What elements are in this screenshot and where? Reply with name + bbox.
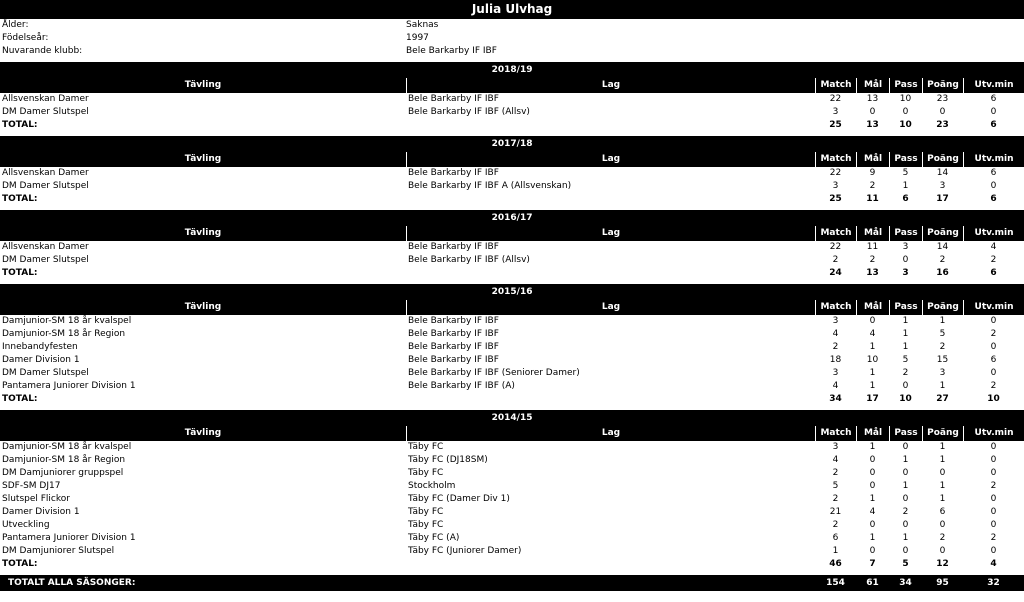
col-match: Match <box>815 300 856 315</box>
total-goals: 17 <box>866 394 879 404</box>
cell-assists: 0 <box>902 442 909 452</box>
cell-pim: 2 <box>990 255 997 265</box>
cell-assists: 1 <box>902 329 909 339</box>
cell-assists: 1 <box>902 481 909 491</box>
cell-assists: 1 <box>902 342 909 352</box>
cell-match: 3 <box>832 316 839 326</box>
col-points: Poäng <box>922 78 963 93</box>
col-assists: Pass <box>889 78 922 93</box>
season-title: 2014/15 <box>0 410 1024 426</box>
col-points: Poäng <box>922 300 963 315</box>
cell-match: 4 <box>832 381 839 391</box>
cell-goals: 2 <box>869 255 876 265</box>
stat-row <box>0 441 1024 454</box>
cell-competition: Damjunior-SM 18 år kvalspel <box>2 316 132 326</box>
cell-team: Stockholm <box>408 481 456 491</box>
cell-assists: 2 <box>902 507 909 517</box>
col-competition: Tävling <box>0 78 406 93</box>
col-goals: Mål <box>856 226 889 241</box>
column-header-row <box>0 300 1024 315</box>
cell-assists: 0 <box>902 546 909 556</box>
total-label: TOTAL: <box>2 394 38 404</box>
season-header <box>0 136 1024 152</box>
cell-goals: 0 <box>869 481 876 491</box>
cell-pim: 0 <box>990 455 997 465</box>
cell-goals: 1 <box>869 442 876 452</box>
total-assists: 3 <box>902 268 909 278</box>
cell-goals: 1 <box>869 342 876 352</box>
cell-competition: DM Damer Slutspel <box>2 255 89 265</box>
cell-pim: 0 <box>990 442 997 452</box>
stat-row <box>0 328 1024 341</box>
total-goals: 11 <box>866 194 879 204</box>
player-name: Julia Ulvhag <box>0 0 1024 19</box>
cell-assists: 0 <box>902 107 909 117</box>
info-value: Bele Barkarby IF IBF <box>406 46 497 56</box>
season-total-row <box>0 267 1024 280</box>
cell-points: 23 <box>936 94 949 104</box>
cell-assists: 0 <box>902 255 909 265</box>
stat-row <box>0 354 1024 367</box>
cell-competition: Damjunior-SM 18 år Region <box>2 455 126 465</box>
total-assists: 10 <box>899 120 912 130</box>
cell-goals: 1 <box>869 494 876 504</box>
cell-match: 3 <box>832 107 839 117</box>
total-points: 27 <box>936 394 949 404</box>
cell-competition: DM Damer Slutspel <box>2 107 89 117</box>
cell-team: Bele Barkarby IF IBF A (Allsvenskan) <box>408 181 572 191</box>
cell-goals: 2 <box>869 181 876 191</box>
cell-goals: 0 <box>869 520 876 530</box>
grand-total-points: 95 <box>922 575 963 591</box>
total-pim: 6 <box>990 120 997 130</box>
cell-goals: 0 <box>869 546 876 556</box>
cell-team: Täby FC (DJ18SM) <box>408 455 488 465</box>
cell-pim: 6 <box>990 355 997 365</box>
cell-points: 1 <box>939 381 946 391</box>
col-competition: Tävling <box>0 300 406 315</box>
total-assists: 10 <box>899 394 912 404</box>
grand-total-match: 154 <box>815 575 856 591</box>
cell-pim: 4 <box>990 242 997 252</box>
grand-total-assists: 34 <box>889 575 922 591</box>
cell-pim: 6 <box>990 94 997 104</box>
col-goals: Mål <box>856 300 889 315</box>
cell-competition: Damer Division 1 <box>2 355 80 365</box>
col-match: Match <box>815 152 856 167</box>
cell-team: Täby FC <box>408 468 444 478</box>
cell-points: 14 <box>936 168 949 178</box>
col-team: Lag <box>406 226 815 241</box>
cell-match: 3 <box>832 368 839 378</box>
cell-competition: Allsvenskan Damer <box>2 94 89 104</box>
season-total-row <box>0 393 1024 406</box>
info-row-age <box>0 19 1024 32</box>
stat-row <box>0 167 1024 180</box>
cell-goals: 4 <box>869 507 876 517</box>
column-header-row <box>0 152 1024 167</box>
grand-total-label: TOTALT ALLA SÄSONGER: <box>0 575 815 591</box>
cell-points: 0 <box>939 468 946 478</box>
cell-points: 3 <box>939 181 946 191</box>
col-competition: Tävling <box>0 426 406 441</box>
col-team: Lag <box>406 152 815 167</box>
col-competition: Tävling <box>0 226 406 241</box>
total-label: TOTAL: <box>2 268 38 278</box>
col-goals: Mål <box>856 152 889 167</box>
cell-goals: 0 <box>869 468 876 478</box>
season-total-row <box>0 558 1024 571</box>
grand-total-pim: 32 <box>963 575 1024 591</box>
cell-team: Täby FC <box>408 442 444 452</box>
cell-team: Bele Barkarby IF IBF <box>408 355 499 365</box>
cell-competition: Pantamera Juniorer Division 1 <box>2 533 136 543</box>
season-title: 2018/19 <box>0 62 1024 78</box>
cell-match: 6 <box>832 533 839 543</box>
cell-competition: SDF-SM DJ17 <box>2 481 61 491</box>
cell-assists: 0 <box>902 381 909 391</box>
cell-competition: Allsvenskan Damer <box>2 168 89 178</box>
cell-match: 22 <box>829 168 842 178</box>
cell-goals: 10 <box>866 355 879 365</box>
col-pim: Utv.min <box>963 426 1024 441</box>
cell-match: 3 <box>832 181 839 191</box>
col-team: Lag <box>406 300 815 315</box>
cell-pim: 2 <box>990 381 997 391</box>
grand-total-row <box>0 575 1024 591</box>
col-match: Match <box>815 426 856 441</box>
cell-team: Bele Barkarby IF IBF <box>408 168 499 178</box>
cell-match: 2 <box>832 342 839 352</box>
cell-assists: 0 <box>902 494 909 504</box>
total-match: 25 <box>829 194 842 204</box>
cell-pim: 0 <box>990 316 997 326</box>
cell-match: 2 <box>832 494 839 504</box>
total-points: 12 <box>936 559 949 569</box>
cell-points: 1 <box>939 481 946 491</box>
cell-team: Täby FC (Juniorer Damer) <box>408 546 522 556</box>
total-label: TOTAL: <box>2 559 38 569</box>
season-total-row <box>0 119 1024 132</box>
cell-team: Bele Barkarby IF IBF (Allsv) <box>408 107 530 117</box>
col-pim: Utv.min <box>963 78 1024 93</box>
cell-match: 2 <box>832 255 839 265</box>
cell-points: 14 <box>936 242 949 252</box>
total-pim: 10 <box>987 394 1000 404</box>
col-assists: Pass <box>889 300 922 315</box>
cell-competition: DM Damjuniorer gruppspel <box>2 468 124 478</box>
cell-goals: 1 <box>869 381 876 391</box>
cell-goals: 4 <box>869 329 876 339</box>
season-total-row <box>0 193 1024 206</box>
stat-row <box>0 493 1024 506</box>
cell-assists: 1 <box>902 181 909 191</box>
cell-competition: Allsvenskan Damer <box>2 242 89 252</box>
col-pim: Utv.min <box>963 152 1024 167</box>
cell-competition: Utveckling <box>2 520 50 530</box>
total-label: TOTAL: <box>2 194 38 204</box>
cell-team: Täby FC (Damer Div 1) <box>408 494 510 504</box>
cell-match: 21 <box>829 507 842 517</box>
cell-pim: 0 <box>990 507 997 517</box>
stat-row <box>0 241 1024 254</box>
col-competition: Tävling <box>0 152 406 167</box>
col-points: Poäng <box>922 226 963 241</box>
cell-assists: 5 <box>902 168 909 178</box>
total-pim: 4 <box>990 559 997 569</box>
cell-pim: 0 <box>990 342 997 352</box>
cell-pim: 0 <box>990 520 997 530</box>
stat-row <box>0 380 1024 393</box>
col-assists: Pass <box>889 426 922 441</box>
info-row-club <box>0 45 1024 58</box>
cell-goals: 9 <box>869 168 876 178</box>
stat-row <box>0 254 1024 267</box>
total-match: 24 <box>829 268 842 278</box>
total-match: 46 <box>829 559 842 569</box>
cell-goals: 11 <box>866 242 879 252</box>
season-title: 2015/16 <box>0 284 1024 300</box>
cell-points: 1 <box>939 316 946 326</box>
column-header-row <box>0 426 1024 441</box>
stat-row <box>0 180 1024 193</box>
col-match: Match <box>815 226 856 241</box>
stat-row <box>0 480 1024 493</box>
col-team: Lag <box>406 78 815 93</box>
info-row-birthyear <box>0 32 1024 45</box>
cell-match: 22 <box>829 242 842 252</box>
cell-points: 15 <box>936 355 949 365</box>
cell-goals: 13 <box>866 94 879 104</box>
cell-points: 1 <box>939 455 946 465</box>
cell-points: 0 <box>939 546 946 556</box>
cell-match: 2 <box>832 520 839 530</box>
total-points: 17 <box>936 194 949 204</box>
cell-assists: 1 <box>902 455 909 465</box>
cell-competition: Damer Division 1 <box>2 507 80 517</box>
cell-competition: Damjunior-SM 18 år kvalspel <box>2 442 132 452</box>
cell-team: Bele Barkarby IF IBF <box>408 329 499 339</box>
stat-row <box>0 93 1024 106</box>
stat-row <box>0 367 1024 380</box>
cell-assists: 0 <box>902 468 909 478</box>
season-header <box>0 210 1024 226</box>
cell-competition: Innebandyfesten <box>2 342 78 352</box>
cell-points: 2 <box>939 533 946 543</box>
cell-goals: 1 <box>869 368 876 378</box>
season-header <box>0 410 1024 426</box>
cell-pim: 0 <box>990 468 997 478</box>
cell-competition: Damjunior-SM 18 år Region <box>2 329 126 339</box>
stat-row <box>0 315 1024 328</box>
cell-points: 0 <box>939 107 946 117</box>
cell-goals: 1 <box>869 533 876 543</box>
cell-pim: 2 <box>990 481 997 491</box>
info-value: 1997 <box>406 33 429 43</box>
total-assists: 5 <box>902 559 909 569</box>
total-match: 25 <box>829 120 842 130</box>
stat-row <box>0 506 1024 519</box>
season-header <box>0 62 1024 78</box>
col-assists: Pass <box>889 226 922 241</box>
cell-team: Bele Barkarby IF IBF <box>408 316 499 326</box>
cell-competition: DM Damer Slutspel <box>2 181 89 191</box>
total-goals: 13 <box>866 120 879 130</box>
player-name-row <box>0 0 1024 19</box>
stat-row <box>0 519 1024 532</box>
cell-team: Bele Barkarby IF IBF (Seniorer Damer) <box>408 368 580 378</box>
cell-match: 5 <box>832 481 839 491</box>
col-match: Match <box>815 78 856 93</box>
cell-assists: 10 <box>899 94 912 104</box>
cell-pim: 0 <box>990 494 997 504</box>
col-team: Lag <box>406 426 815 441</box>
cell-match: 1 <box>832 546 839 556</box>
cell-match: 22 <box>829 94 842 104</box>
cell-competition: Slutspel Flickor <box>2 494 70 504</box>
info-value: Saknas <box>406 20 439 30</box>
cell-goals: 0 <box>869 316 876 326</box>
season-title: 2016/17 <box>0 210 1024 226</box>
cell-pim: 0 <box>990 546 997 556</box>
cell-assists: 3 <box>902 242 909 252</box>
col-assists: Pass <box>889 152 922 167</box>
total-assists: 6 <box>902 194 909 204</box>
info-label: Nuvarande klubb: <box>2 46 83 56</box>
total-pim: 6 <box>990 268 997 278</box>
total-goals: 7 <box>869 559 876 569</box>
cell-points: 6 <box>939 507 946 517</box>
cell-goals: 0 <box>869 455 876 465</box>
cell-pim: 6 <box>990 168 997 178</box>
info-label: Födelseår: <box>2 33 49 43</box>
cell-team: Bele Barkarby IF IBF <box>408 342 499 352</box>
grand-total-goals: 61 <box>856 575 889 591</box>
cell-match: 18 <box>829 355 842 365</box>
cell-pim: 0 <box>990 181 997 191</box>
cell-points: 1 <box>939 494 946 504</box>
cell-competition: DM Damjuniorer Slutspel <box>2 546 115 556</box>
cell-competition: Pantamera Juniorer Division 1 <box>2 381 136 391</box>
cell-pim: 2 <box>990 329 997 339</box>
cell-match: 4 <box>832 455 839 465</box>
cell-team: Täby FC <box>408 520 444 530</box>
cell-team: Bele Barkarby IF IBF <box>408 94 499 104</box>
cell-pim: 2 <box>990 533 997 543</box>
col-points: Poäng <box>922 426 963 441</box>
col-goals: Mål <box>856 78 889 93</box>
total-points: 16 <box>936 268 949 278</box>
cell-points: 5 <box>939 329 946 339</box>
cell-match: 4 <box>832 329 839 339</box>
cell-pim: 0 <box>990 107 997 117</box>
season-header <box>0 284 1024 300</box>
column-header-row <box>0 78 1024 93</box>
cell-points: 0 <box>939 520 946 530</box>
col-pim: Utv.min <box>963 226 1024 241</box>
total-label: TOTAL: <box>2 120 38 130</box>
cell-assists: 5 <box>902 355 909 365</box>
cell-team: Bele Barkarby IF IBF (A) <box>408 381 515 391</box>
stat-row <box>0 106 1024 119</box>
col-pim: Utv.min <box>963 300 1024 315</box>
stat-row <box>0 467 1024 480</box>
stat-row <box>0 454 1024 467</box>
total-pim: 6 <box>990 194 997 204</box>
cell-assists: 2 <box>902 368 909 378</box>
season-title: 2017/18 <box>0 136 1024 152</box>
cell-team: Bele Barkarby IF IBF <box>408 242 499 252</box>
cell-team: Täby FC <box>408 507 444 517</box>
cell-match: 2 <box>832 468 839 478</box>
cell-goals: 0 <box>869 107 876 117</box>
cell-assists: 1 <box>902 533 909 543</box>
total-points: 23 <box>936 120 949 130</box>
cell-match: 3 <box>832 442 839 452</box>
stat-row <box>0 341 1024 354</box>
cell-team: Bele Barkarby IF IBF (Allsv) <box>408 255 530 265</box>
col-goals: Mål <box>856 426 889 441</box>
cell-assists: 1 <box>902 316 909 326</box>
cell-points: 2 <box>939 342 946 352</box>
cell-points: 3 <box>939 368 946 378</box>
cell-pim: 0 <box>990 368 997 378</box>
cell-assists: 0 <box>902 520 909 530</box>
total-goals: 13 <box>866 268 879 278</box>
total-match: 34 <box>829 394 842 404</box>
cell-points: 2 <box>939 255 946 265</box>
cell-competition: DM Damer Slutspel <box>2 368 89 378</box>
column-header-row <box>0 226 1024 241</box>
stat-row <box>0 545 1024 558</box>
stat-row <box>0 532 1024 545</box>
info-label: Ålder: <box>2 20 29 30</box>
col-points: Poäng <box>922 152 963 167</box>
cell-points: 1 <box>939 442 946 452</box>
cell-team: Täby FC (A) <box>408 533 460 543</box>
